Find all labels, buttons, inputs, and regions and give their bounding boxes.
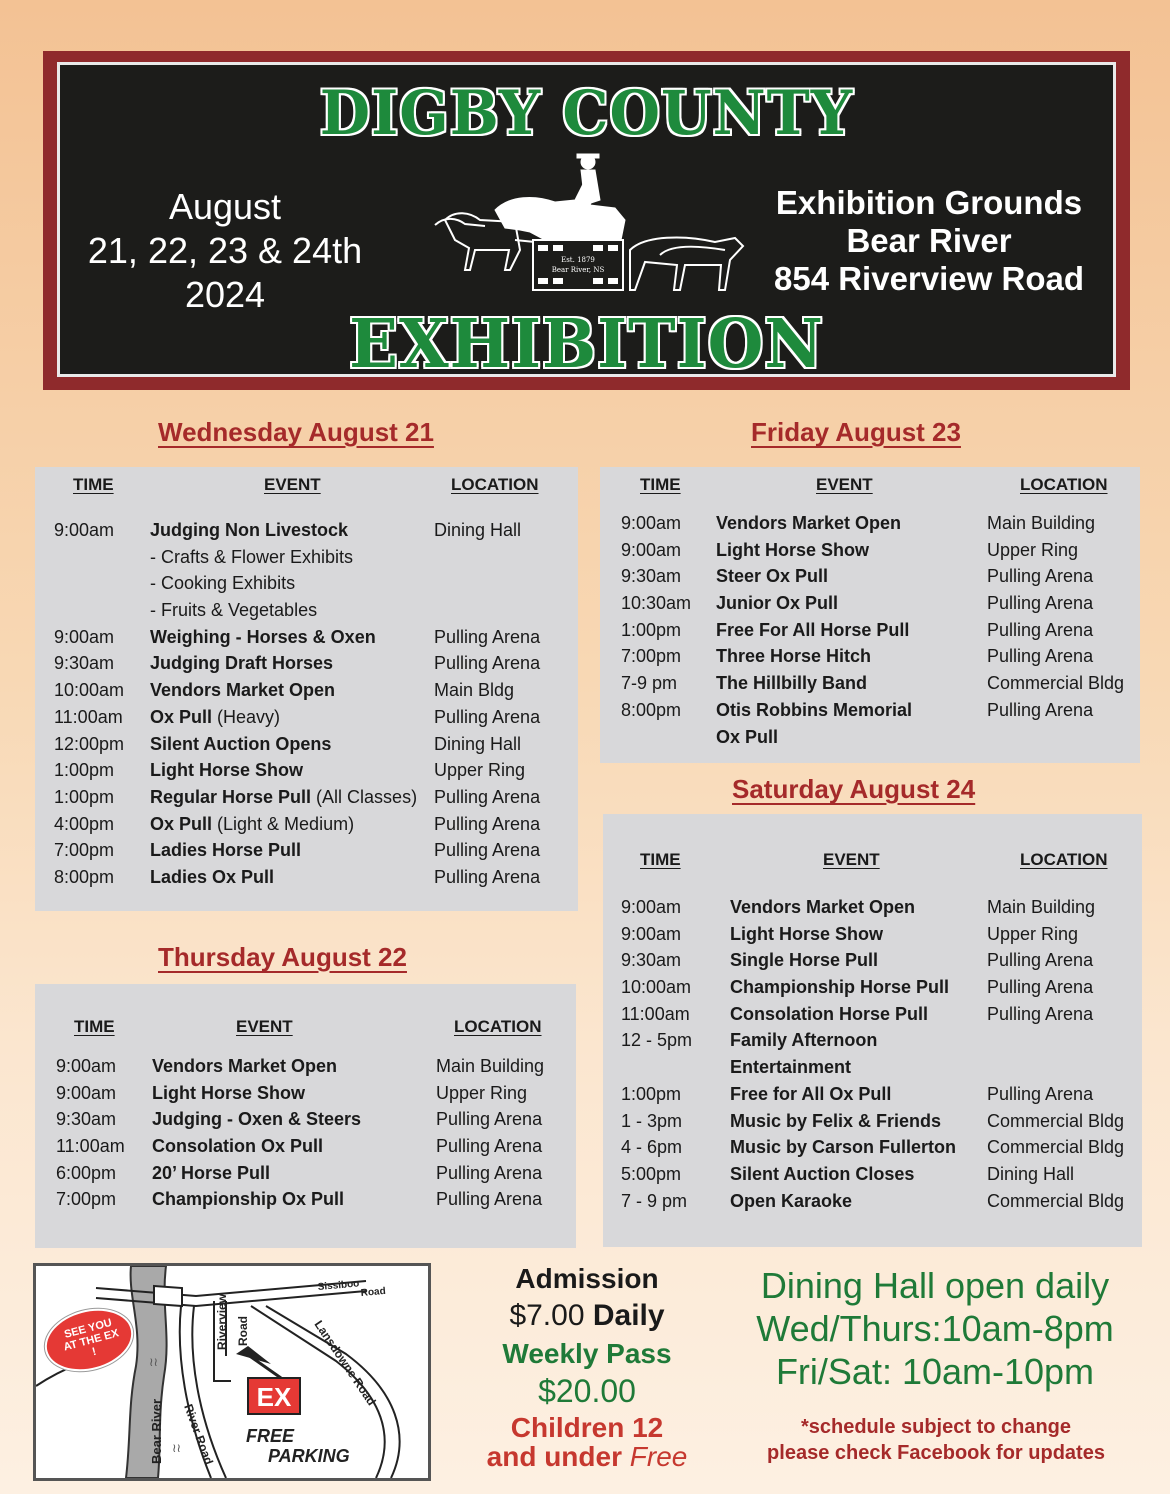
row-time: 9:00am: [621, 923, 682, 944]
title-exhibition: EXHIBITION: [349, 305, 824, 384]
map-drawing: [36, 1266, 428, 1478]
row-event: Light Horse Show: [150, 760, 303, 781]
map-bear-river: Bear River: [149, 1398, 164, 1464]
ex-marker: EX: [256, 1382, 292, 1412]
row-event: Steer Ox Pull: [716, 566, 829, 587]
admission-title: Admission: [515, 1263, 659, 1294]
row-event-name: Judging Non Livestock: [150, 520, 349, 540]
schedule-row: [603, 974, 1142, 1001]
row-time: 7:00pm: [621, 646, 682, 667]
schedule-row: [35, 677, 578, 704]
row-time: 11:00am: [621, 1003, 690, 1024]
row-event-name: Regular Horse Pull: [150, 786, 312, 807]
row-location: Upper Ring: [987, 923, 1079, 944]
row-location: Dining Hall: [434, 733, 522, 754]
col-header-location: LOCATION: [451, 475, 539, 494]
row-event: Open Karaoke: [730, 1190, 853, 1211]
row-location: Pulling Arena: [987, 977, 1094, 998]
row-event: Judging - Oxen & Steers: [152, 1109, 362, 1130]
friday-panel: [600, 467, 1140, 763]
row-time: 1 - 3pm: [621, 1110, 683, 1131]
row-event: Light Horse Show: [152, 1082, 305, 1103]
row-location: Pulling Arena: [434, 866, 541, 887]
row-event: Championship Ox Pull: [152, 1189, 345, 1210]
row-time: 1:00pm: [54, 760, 115, 781]
schedule-row: [35, 650, 578, 677]
row-event: Vendors Market Open: [152, 1056, 338, 1076]
row-event-note: (Heavy): [212, 706, 281, 727]
venue-info: [759, 184, 1099, 298]
wednesday-title: Wednesday August 21: [158, 417, 434, 447]
row-event-note: (All Classes): [311, 786, 418, 807]
row-event: Light Horse Show: [716, 539, 869, 560]
facebook-note: please check Facebook for updates: [767, 1442, 1105, 1464]
row-location: Commercial Bldg: [987, 1190, 1125, 1211]
row-time: 4 - 6pm: [621, 1137, 683, 1158]
venue-address: 854 Riverview Road: [774, 260, 1084, 297]
free-label: Free: [629, 1441, 688, 1472]
friday-title: Friday August 23: [751, 417, 961, 447]
row-event: [150, 811, 354, 838]
saturday-title: Saturday August 24: [732, 774, 976, 804]
row-time: 9:30am: [621, 566, 682, 587]
schedule-row: [35, 597, 578, 624]
children-free: [437, 1441, 737, 1473]
row-time: 8:00pm: [621, 699, 682, 720]
schedule-row: [600, 724, 1140, 751]
badge-text: SEE YOU AT THE EX !: [62, 1316, 121, 1359]
row-event: Single Horse Pull: [730, 950, 879, 971]
row-event-note: (Light & Medium): [212, 813, 355, 834]
row-time: 11:00am: [56, 1136, 125, 1157]
row-location: Pulling Arena: [434, 653, 541, 674]
row-event: 20’ Horse Pull: [152, 1162, 271, 1183]
date-days: 21, 22, 23 & 24th: [87, 230, 363, 271]
row-time: 9:00am: [621, 539, 682, 560]
row-location: Pulling Arena: [987, 619, 1094, 640]
thursday-title: Thursday August 22: [158, 942, 407, 972]
schedule-row: [603, 1027, 1142, 1054]
col-header-event: EVENT: [816, 475, 873, 494]
event-dates: [70, 185, 380, 317]
row-location: Pulling Arena: [434, 706, 541, 727]
col-header-location: LOCATION: [454, 1017, 542, 1036]
col-header-event: EVENT: [823, 850, 880, 869]
dining-hall-line: Dining Hall open daily: [760, 1265, 1110, 1306]
row-time: 1:00pm: [54, 786, 115, 807]
daily-label: Daily: [584, 1299, 665, 1332]
row-event: Music by Carson Fullerton: [730, 1137, 957, 1158]
row-event: Light Horse Show: [730, 923, 883, 944]
admission-daily: [437, 1298, 737, 1334]
row-time: 6:00pm: [56, 1162, 117, 1183]
children-label: Children 12: [510, 1412, 664, 1443]
schedule-row: [35, 837, 578, 864]
col-header-time: TIME: [74, 1017, 115, 1036]
row-location: Pulling Arena: [987, 566, 1094, 587]
row-event: Ox Pull: [716, 726, 779, 747]
row-location: Commercial Bldg: [987, 673, 1125, 694]
schedule-row: [600, 670, 1140, 697]
wednesday-rows: [35, 517, 578, 891]
row-location: Pulling Arena: [987, 1083, 1094, 1104]
logo-est: Est. 1879: [561, 256, 595, 264]
weekly-pass-price: $20.00: [538, 1373, 636, 1409]
row-location: Pulling Arena: [987, 646, 1094, 667]
col-header-time: TIME: [640, 850, 681, 869]
map-sissiboo: Sissiboo: [317, 1278, 360, 1293]
row-event: Judging Draft Horses: [150, 653, 334, 674]
schedule-row: [603, 1108, 1142, 1135]
horse-oxen-logo: [425, 150, 750, 320]
schedule-row: [35, 1133, 576, 1160]
row-location: Pulling Arena: [436, 1189, 543, 1210]
col-header-event: EVENT: [264, 475, 321, 494]
schedule-row: [35, 1080, 576, 1107]
row-subitem: - Crafts & Flower Exhibits: [150, 546, 354, 567]
row-time: 12:00pm: [54, 733, 125, 754]
row-time: 5:00pm: [621, 1163, 682, 1184]
row-event: Ladies Horse Pull: [150, 840, 302, 861]
row-time: 8:00pm: [54, 866, 115, 887]
schedule-row: [603, 1161, 1142, 1188]
schedule-row: [600, 590, 1140, 617]
row-location: Pulling Arena: [987, 1003, 1094, 1024]
schedule-note: *schedule subject to change: [800, 1416, 1072, 1438]
row-location: Main Bldg: [434, 680, 515, 701]
map-riverview: Riverview: [215, 1293, 229, 1350]
row-event: [150, 704, 280, 731]
row-event: Music by Felix & Friends: [730, 1110, 942, 1131]
row-event: Vendors Market Open: [150, 680, 336, 701]
row-location: Pulling Arena: [987, 593, 1094, 614]
schedule-row: [35, 1053, 576, 1080]
schedule-row: [35, 1160, 576, 1187]
schedule-row: [35, 811, 578, 838]
row-event: Consolation Horse Pull: [730, 1003, 929, 1024]
schedule-row: [600, 697, 1140, 724]
row-location: Dining Hall: [434, 520, 522, 540]
row-location: Main Building: [436, 1056, 545, 1076]
venue-name: Exhibition Grounds: [775, 184, 1083, 221]
row-time: 4:00pm: [54, 813, 115, 834]
row-time: 9:00am: [54, 520, 115, 540]
row-event: Free For All Horse Pull: [716, 619, 910, 640]
schedule-row: [603, 1054, 1142, 1081]
schedule-row: [600, 617, 1140, 644]
schedule-row: [600, 563, 1140, 590]
row-time: 1:00pm: [621, 619, 682, 640]
row-event: Free for All Ox Pull: [730, 1083, 892, 1104]
schedule-row: [600, 510, 1140, 537]
schedule-row: [35, 1106, 576, 1133]
schedule-row: [603, 921, 1142, 948]
row-event: Silent Auction Closes: [730, 1163, 915, 1184]
row-time: 12 - 5pm: [621, 1030, 693, 1051]
row-location: Main Building: [987, 513, 1096, 533]
row-location: Commercial Bldg: [987, 1137, 1125, 1158]
children-under: and under: [486, 1441, 630, 1472]
schedule-row: [600, 643, 1140, 670]
row-event: Three Horse Hitch: [716, 646, 872, 667]
row-event: Family Afternoon: [730, 1030, 878, 1051]
schedule-row: [35, 544, 578, 571]
row-location: Pulling Arena: [436, 1136, 543, 1157]
schedule-row: [35, 864, 578, 891]
row-location: Upper Ring: [434, 760, 526, 781]
river-waves-icon: ≀≀: [172, 1441, 181, 1455]
map-riverview-road: Road: [236, 1316, 250, 1346]
header-banner: [43, 51, 1130, 390]
row-time: 7-9 pm: [621, 673, 678, 694]
row-time: 9:00am: [56, 1056, 117, 1076]
map-free: FREE: [246, 1426, 295, 1446]
row-location: Upper Ring: [987, 539, 1079, 560]
row-location: Pulling Arena: [987, 950, 1094, 971]
date-year: 2024: [184, 274, 266, 315]
wednesday-panel: [35, 467, 578, 911]
dining-weekend-hours: Fri/Sat: 10am-10pm: [775, 1351, 1095, 1392]
col-header-location: LOCATION: [1020, 850, 1108, 869]
row-event-name: Ox Pull: [150, 706, 213, 727]
row-time: 7 - 9 pm: [621, 1190, 688, 1211]
row-time: 9:00am: [621, 513, 682, 533]
schedule-row: [35, 731, 578, 758]
schedule-row: [603, 1001, 1142, 1028]
row-event: Vendors Market Open: [716, 513, 902, 533]
schedule-row: [35, 570, 578, 597]
row-time: 10:00am: [54, 680, 125, 701]
row-event: Silent Auction Opens: [150, 733, 332, 754]
col-header-time: TIME: [73, 475, 114, 494]
row-event: Ladies Ox Pull: [150, 866, 275, 887]
thursday-panel: [35, 984, 576, 1248]
row-event: [150, 784, 417, 811]
row-location: Pulling Arena: [436, 1109, 543, 1130]
map-river-road: River Road: [181, 1402, 217, 1467]
row-event: Entertainment: [730, 1057, 852, 1078]
row-event: Consolation Ox Pull: [152, 1136, 324, 1157]
row-location: Pulling Arena: [434, 813, 541, 834]
row-time: 9:30am: [54, 653, 115, 674]
schedule-row: [35, 784, 578, 811]
col-header-location: LOCATION: [1020, 475, 1108, 494]
row-location: Main Building: [987, 897, 1096, 917]
schedule-row: [35, 1186, 576, 1213]
row-location: Pulling Arena: [434, 626, 541, 647]
daily-price: $7.00: [509, 1299, 585, 1332]
row-location: Pulling Arena: [434, 786, 541, 807]
row-time: 10:00am: [621, 977, 692, 998]
saturday-rows: [603, 894, 1142, 1214]
row-location: Pulling Arena: [987, 699, 1094, 720]
col-header-time: TIME: [640, 475, 681, 494]
row-event: Vendors Market Open: [730, 897, 916, 917]
row-time: 10:30am: [621, 593, 692, 614]
row-time: 1:00pm: [621, 1083, 682, 1104]
thursday-rows: [35, 1053, 576, 1213]
row-time: 9:30am: [621, 950, 682, 971]
schedule-row: [35, 624, 578, 651]
river-waves-icon: ≀≀: [149, 1355, 158, 1369]
title-digby-county: DIGBY COUNTY: [319, 77, 854, 149]
col-header-event: EVENT: [236, 1017, 293, 1036]
row-location: Commercial Bldg: [987, 1110, 1125, 1131]
schedule-row: [603, 1081, 1142, 1108]
schedule-row: [35, 517, 578, 544]
schedule-row: [600, 537, 1140, 564]
row-event: Championship Horse Pull: [730, 977, 950, 998]
schedule-row: [603, 1134, 1142, 1161]
location-map: [33, 1263, 431, 1481]
row-time: 9:00am: [621, 897, 682, 917]
row-event: Junior Ox Pull: [716, 593, 839, 614]
map-lansdowne: Lansdowne Road: [311, 1317, 379, 1409]
row-time: 9:00am: [56, 1082, 117, 1103]
row-subitem: - Cooking Exhibits: [150, 573, 296, 594]
weekly-pass-label: Weekly Pass: [502, 1338, 672, 1369]
row-time: 11:00am: [54, 706, 123, 727]
row-event-name: Ox Pull: [150, 813, 213, 834]
banner-inner: [57, 62, 1116, 384]
row-time: 9:00am: [54, 626, 115, 647]
row-time: 7:00pm: [54, 840, 115, 861]
row-location: Pulling Arena: [434, 840, 541, 861]
map-parking: PARKING: [268, 1446, 350, 1466]
row-time: 7:00pm: [56, 1189, 117, 1210]
row-event: [150, 517, 348, 544]
schedule-row: [35, 757, 578, 784]
dining-weekday-hours: Wed/Thurs:10am-8pm: [756, 1308, 1114, 1349]
schedule-row: [35, 704, 578, 731]
date-month: August: [168, 186, 282, 227]
schedule-row: [603, 947, 1142, 974]
row-event: Otis Robbins Memorial: [716, 699, 913, 720]
row-subitem: - Fruits & Vegetables: [150, 600, 318, 621]
map-sissiboo-road: Road: [360, 1285, 387, 1299]
friday-rows: [600, 510, 1140, 750]
row-location: Pulling Arena: [436, 1162, 543, 1183]
row-event: The Hillbilly Band: [716, 673, 868, 694]
schedule-row: [603, 894, 1142, 921]
logo-place: Bear River, NS: [551, 266, 605, 274]
row-location: Upper Ring: [436, 1082, 528, 1103]
row-time: 9:30am: [56, 1109, 117, 1130]
saturday-panel: [603, 814, 1142, 1247]
row-location: Dining Hall: [987, 1163, 1075, 1184]
schedule-row: [603, 1188, 1142, 1215]
venue-town: Bear River: [846, 222, 1012, 259]
row-event: Weighing - Horses & Oxen: [150, 626, 376, 647]
